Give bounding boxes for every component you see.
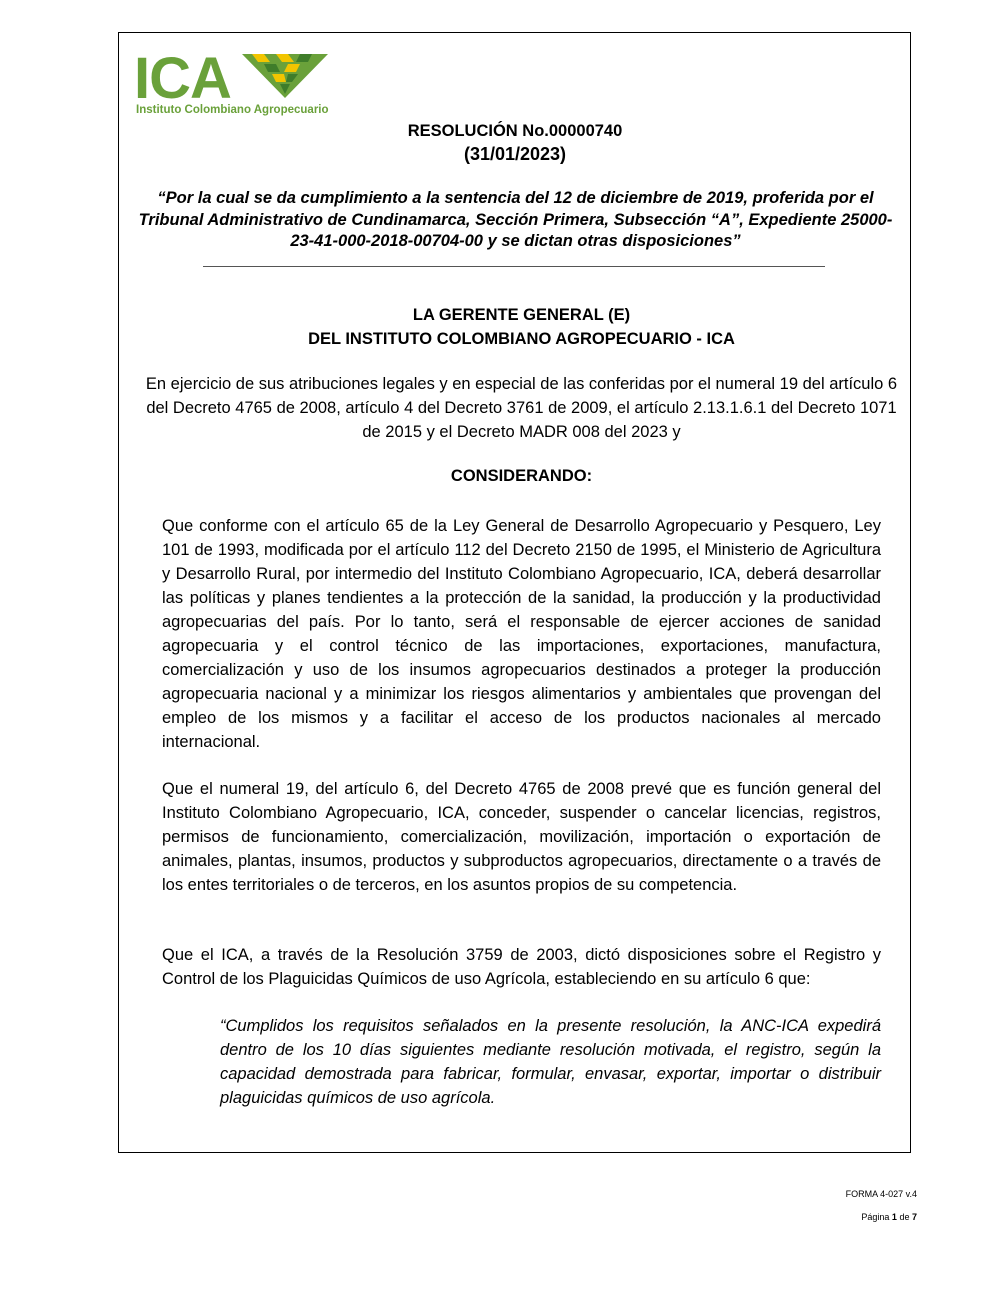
quoted-article: “Cumplidos los requisitos señalados en la presente resolución, la ANC-ICA expedirá dentro de los 10 días siguientes mediante resolución motivada, el registro, según la capacidad demostrada para fabricar, formular, envasar, exportar, importar o distribuir plaguicidas químicos de uso agrícola. xyxy=(220,1017,881,1107)
issuing-authority xyxy=(140,303,903,351)
considering-heading: CONSIDERANDO: xyxy=(450,467,593,485)
page-word: Página xyxy=(861,1212,890,1222)
separator-rule xyxy=(203,266,825,267)
authority-line-1: LA GERENTE GENERAL (E) xyxy=(412,306,631,324)
ica-logo xyxy=(134,46,334,120)
page-of: de xyxy=(899,1212,910,1222)
resolution-number: RESOLUCIÓN No.00000740 xyxy=(407,122,623,140)
paragraph: Que el numeral 19, del artículo 6, del Decreto 4765 de 2008 prevé que es función general del Instituto Colombiano Agropecuario, ICA, conceder, suspender o cancelar licencias, registros, permisos de funcionamiento, comercialización, movilización, importación o exportación de animales, plantas, insumos, productos y subproductos agropecuarios, directamente o a través de los entes territoriales o de terceros, en los asuntos propios de su competencia. xyxy=(162,780,881,894)
page-number xyxy=(861,1212,917,1222)
resolution-subject: “Por la cual se da cumplimiento a la sentencia del 12 de diciembre de 2019, proferida por el Tribunal Administrativo de Cundinamarca, Sección Primera, Subsección “A”, Expediente 25000-23-41-000-2018-00704-00 y se dictan otras disposiciones” xyxy=(138,189,893,250)
page-current: 1 xyxy=(891,1212,897,1222)
preamble: En ejercicio de sus atribuciones legales y en especial de las conferidas por el numeral 19 del artículo 6 del Decreto 4765 de 2008, artículo 4 del Decreto 3761 de 2009, el artículo 2.13.1.6.1 del Decreto 1071 de 2015 y el Decreto MADR 008 del 2023 y xyxy=(145,375,898,441)
page-total: 7 xyxy=(911,1212,917,1222)
logo-letters: ICA xyxy=(134,46,231,111)
authority-line-2: DEL INSTITUTO COLOMBIANO AGROPECUARIO - ICA xyxy=(308,330,735,348)
paragraph: Que el ICA, a través de la Resolución 3759 de 2003, dictó disposiciones sobre el Registro y Control de los Plaguicidas Químicos de uso Agrícola, estableciendo en su artículo 6 que: xyxy=(162,946,881,988)
form-code: FORMA 4-027 v.4 xyxy=(845,1189,917,1199)
resolution-date: (31/01/2023) xyxy=(463,144,567,164)
paragraph: Que conforme con el artículo 65 de la Ley General de Desarrollo Agropecuario y Pesquero, Ley 101 de 1993, modificada por el artículo 112 del Decreto 2150 de 1995, el Ministerio de Agricultura y Desarrollo Rural, por intermedio del Instituto Colombiano Agropecuario, ICA, deberá desarrollar las políticas y planes tendientes a la protección de la sanidad, la producción y la productividad agropecuarias del país. Por lo tanto, será el responsable de ejercer acciones de sanidad agropecuaria y el control técnico de las importaciones, exportaciones, manufactura, comercialización y uso de los insumos agropecuarios destinados a proteger la producción agropecuaria nacional y a minimizar los riesgos alimentarios y ambientales que provengan del empleo de los mismos y a facilitar el acceso de los productos nacionales al mercado internacional. xyxy=(162,517,881,751)
logo-subtitle: Instituto Colombiano Agropecuario xyxy=(136,104,329,116)
logo-mark-icon xyxy=(242,52,328,100)
